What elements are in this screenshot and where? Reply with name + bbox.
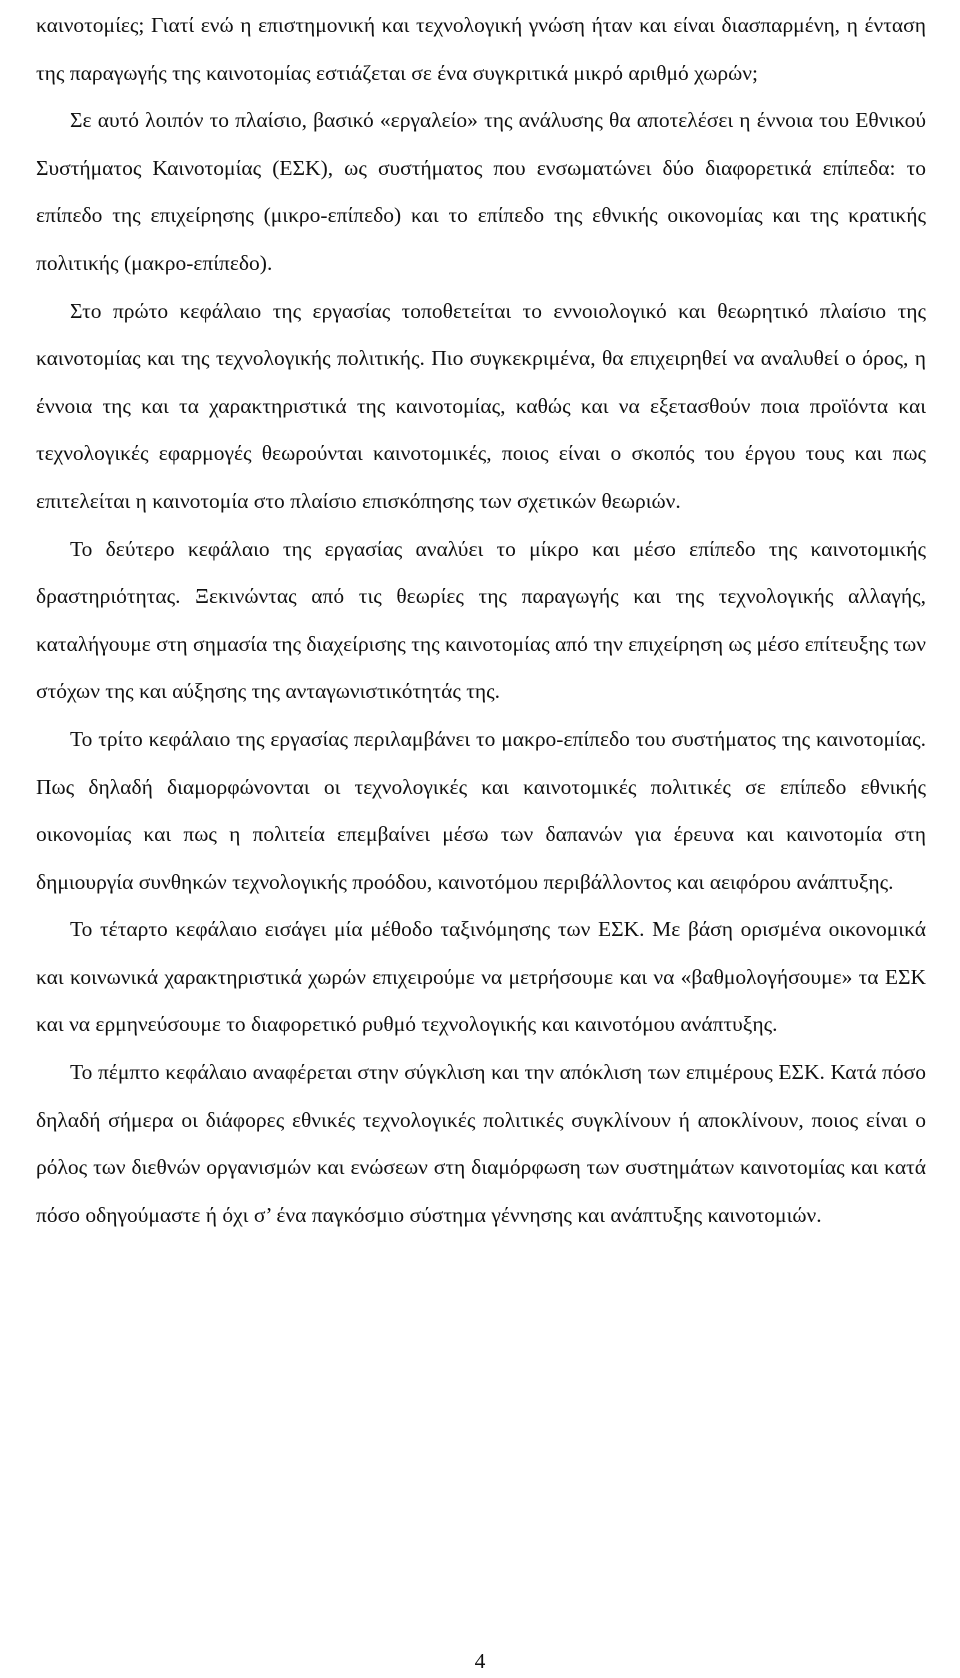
paragraph-7: Το πέμπτο κεφάλαιο αναφέρεται στην σύγκλιση και την απόκλιση των επιμέρους ΕΣΚ. Κατά πόσο δηλαδή σήμερα οι διάφορες εθνικές τεχνολογικές πολιτικές συγκλίνουν ή αποκλίνουν, ποιος είναι ο ρόλος των διεθνών οργανισμών και ενώσεων στη διαμόρφωση των συστημάτων καινοτομίας και κατά πόσο οδηγούμαστε ή όχι σ’ ένα παγκόσμιο σύστημα γέννησης και ανάπτυξης καινοτομιών. xyxy=(36,1060,926,1227)
paragraph-4: Το δεύτερο κεφάλαιο της εργασίας αναλύει το μίκρο και μέσο επίπεδο της καινοτομικής δραστηριότητας. Ξεκινώντας από τις θεωρίες της παραγωγής και της τεχνολογικής αλλαγής, καταλήγουμε στη σημασία της διαχείρισης της καινοτομίας από την επιχείρηση ως μέσο επίτευξης των στόχων της και αύξησης της ανταγωνιστικότητάς της. xyxy=(36,536,926,704)
paragraph-5: Το τρίτο κεφάλαιο της εργασίας περιλαμβάνει το μακρο-επίπεδο του συστήματος της καινοτομίας. Πως δηλαδή διαμορφώνονται οι τεχνολογικές και καινοτομικές πολιτικές σε επίπεδο εθνικής οικονομίας και πως η πολιτεία επεμβαίνει μέσω των δαπανών για έρευνα και καινοτομία στη δημιουργία συνθηκών τεχνολογικής προόδου, καινοτόμου περιβάλλοντος και αειφόρου ανάπτυξης. xyxy=(36,726,926,894)
paragraph-1: καινοτομίες; Γιατί ενώ η επιστημονική και τεχνολογική γνώση ήταν και είναι διασπαρμένη, η ένταση της παραγωγής της καινοτομίας εστιάζεται σε ένα συγκριτικά μικρό αριθμό χωρών; xyxy=(36,13,926,85)
page-number: 4 xyxy=(474,1649,486,1673)
paragraph-6: Το τέταρτο κεφάλαιο εισάγει μία μέθοδο ταξινόμησης των ΕΣΚ. Με βάση ορισμένα οικονομικά και κοινωνικά χαρακτηριστικά χωρών επιχειρούμε να μετρήσουμε και να «βαθμολογήσουμε» τα ΕΣΚ και να ερμηνεύσουμε το διαφορετικό ρυθμό τεχνολογικής και καινοτόμου ανάπτυξης. xyxy=(36,917,926,1037)
paragraph-2: Σε αυτό λοιπόν το πλαίσιο, βασικό «εργαλείο» της ανάλυσης θα αποτελέσει η έννοια του Εθνικού Συστήματος Καινοτομίας (ΕΣΚ), ως συστήματος που ενσωματώνει δύο διαφορετικά επίπεδα: το επίπεδο της επιχείρησης (μικρο-επίπεδο) και το επίπεδο της εθνικής οικονομίας και της κρατικής πολιτικής (μακρο-επίπεδο). xyxy=(36,108,926,275)
paragraph-3: Στο πρώτο κεφάλαιο της εργασίας τοποθετείται το εννοιολογικό και θεωρητικό πλαίσιο της καινοτομίας και της τεχνολογικής πολιτικής. Πιο συγκεκριμένα, θα επιχειρηθεί να αναλυθεί ο όρος, η έννοια της και τα χαρακτηριστικά της καινοτομίας, καθώς και να εξετασθούν ποια προϊόντα και τεχνολογικές εφαρμογές θεωρούνται καινοτομικές, ποιος είναι ο σκοπός του έργου τους και πως επιτελείται η καινοτομία στο πλαίσιο επισκόπησης των σχετικών θεωριών. xyxy=(36,298,926,513)
